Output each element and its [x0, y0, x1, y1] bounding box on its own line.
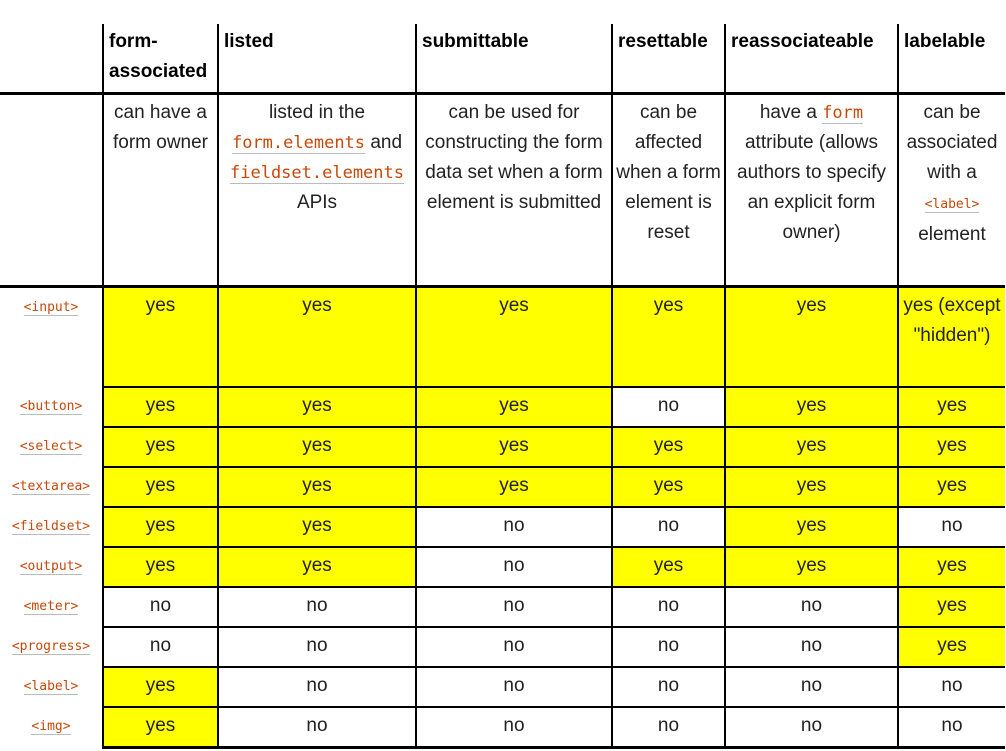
desc-listed-post: APIs: [296, 192, 338, 213]
value-cell: yes: [103, 507, 218, 547]
value-cell: no: [725, 667, 898, 707]
desc-resettable: can be affected when a form element is reset: [612, 94, 725, 287]
value-cell: yes: [898, 627, 1005, 667]
value-cell: no: [898, 667, 1005, 707]
value-cell: yes: [218, 507, 416, 547]
value-cell: yes: [725, 287, 898, 388]
table-row: [0, 627, 1005, 667]
element-link[interactable]: <label>: [23, 679, 79, 694]
table-row: [0, 287, 1005, 388]
element-link[interactable]: <button>: [19, 399, 83, 414]
element-link[interactable]: <output>: [19, 559, 83, 574]
element-link[interactable]: <input>: [23, 300, 79, 315]
table-row: [0, 427, 1005, 467]
value-cell: no: [416, 627, 612, 667]
value-cell: yes: [103, 667, 218, 707]
value-cell: no: [218, 707, 416, 748]
value-cell: yes: [218, 547, 416, 587]
value-cell: yes: [725, 387, 898, 427]
fieldset-elements-link[interactable]: fieldset.elements: [230, 163, 404, 183]
table-row: [0, 587, 1005, 627]
description-corner: [0, 94, 103, 287]
value-cell: no: [612, 507, 725, 547]
value-cell: no: [103, 587, 218, 627]
row-element-cell: [0, 287, 103, 388]
desc-form-associated: can have a form owner: [103, 94, 218, 287]
table-row: [0, 547, 1005, 587]
desc-reassoc-post: attribute (allows authors to specify an explicit form owner): [737, 132, 886, 243]
desc-listed-mid: and: [370, 132, 403, 153]
form-attribute-link[interactable]: form: [822, 103, 864, 123]
value-cell: no: [898, 507, 1005, 547]
value-cell: yes: [103, 547, 218, 587]
value-cell: yes (except "hidden"): [898, 287, 1005, 388]
value-cell: yes: [898, 547, 1005, 587]
value-cell: no: [416, 507, 612, 547]
value-cell: no: [218, 667, 416, 707]
desc-labelable-pre: can be associated with a: [906, 102, 998, 183]
row-element-cell: [0, 387, 103, 427]
value-cell: yes: [103, 707, 218, 748]
value-cell: yes: [725, 467, 898, 507]
value-cell: no: [103, 627, 218, 667]
value-cell: yes: [416, 387, 612, 427]
header-resettable: resettable: [612, 24, 725, 94]
label-element-link[interactable]: <label>: [924, 197, 980, 212]
desc-reassociateable: [725, 94, 898, 287]
value-cell: no: [416, 587, 612, 627]
value-cell: yes: [416, 467, 612, 507]
value-cell: yes: [612, 467, 725, 507]
table-row: [0, 507, 1005, 547]
value-cell: yes: [103, 387, 218, 427]
value-cell: yes: [725, 507, 898, 547]
form-elements-link[interactable]: form.elements: [231, 133, 366, 153]
row-element-cell: [0, 667, 103, 707]
value-cell: yes: [898, 467, 1005, 507]
value-cell: yes: [218, 427, 416, 467]
value-cell: no: [416, 547, 612, 587]
desc-listed: [218, 94, 416, 287]
row-element-cell: [0, 587, 103, 627]
value-cell: no: [612, 627, 725, 667]
table-row: [0, 667, 1005, 707]
table-row: [0, 387, 1005, 427]
element-link[interactable]: <progress>: [11, 639, 91, 654]
element-link[interactable]: <textarea>: [11, 479, 91, 494]
value-cell: yes: [898, 587, 1005, 627]
desc-listed-pre: listed in the: [268, 102, 366, 123]
header-labelable: labelable: [898, 24, 1005, 94]
value-cell: no: [416, 667, 612, 707]
value-cell: yes: [103, 287, 218, 388]
value-cell: no: [612, 667, 725, 707]
element-link[interactable]: <fieldset>: [11, 519, 91, 534]
row-element-cell: [0, 507, 103, 547]
row-element-cell: [0, 707, 103, 748]
value-cell: no: [612, 707, 725, 748]
value-cell: no: [218, 627, 416, 667]
value-cell: yes: [725, 547, 898, 587]
value-cell: no: [725, 627, 898, 667]
corner-cell: [0, 24, 103, 94]
element-link[interactable]: <img>: [31, 719, 71, 734]
table-row: [0, 707, 1005, 748]
value-cell: no: [898, 707, 1005, 748]
value-cell: yes: [218, 287, 416, 388]
value-cell: yes: [416, 287, 612, 388]
value-cell: no: [725, 587, 898, 627]
form-element-categories-table: [0, 24, 1005, 749]
value-cell: no: [612, 587, 725, 627]
row-element-cell: [0, 467, 103, 507]
header-row: [0, 24, 1005, 94]
element-link[interactable]: <select>: [19, 439, 83, 454]
value-cell: no: [612, 387, 725, 427]
table-row: [0, 467, 1005, 507]
header-listed: listed: [218, 24, 416, 94]
value-cell: yes: [725, 427, 898, 467]
header-submittable: submittable: [416, 24, 612, 94]
value-cell: yes: [898, 387, 1005, 427]
value-cell: yes: [612, 427, 725, 467]
header-form-associated: form-associated: [103, 24, 218, 94]
value-cell: yes: [612, 547, 725, 587]
value-cell: no: [725, 707, 898, 748]
row-element-cell: [0, 627, 103, 667]
value-cell: yes: [218, 387, 416, 427]
desc-labelable-post: element: [918, 224, 986, 245]
value-cell: yes: [103, 427, 218, 467]
value-cell: yes: [898, 427, 1005, 467]
header-reassociateable: reassociateable: [725, 24, 898, 94]
value-cell: no: [416, 707, 612, 748]
table-body: [0, 287, 1005, 748]
desc-reassoc-pre: have a: [759, 102, 817, 123]
desc-labelable: [898, 94, 1005, 287]
element-link[interactable]: <meter>: [23, 599, 79, 614]
value-cell: no: [218, 587, 416, 627]
value-cell: yes: [416, 427, 612, 467]
row-element-cell: [0, 547, 103, 587]
desc-submittable: can be used for constructing the form data set when a form element is submitted: [416, 94, 612, 287]
description-row: [0, 94, 1005, 287]
value-cell: yes: [612, 287, 725, 388]
value-cell: yes: [103, 467, 218, 507]
value-cell: yes: [218, 467, 416, 507]
row-element-cell: [0, 427, 103, 467]
